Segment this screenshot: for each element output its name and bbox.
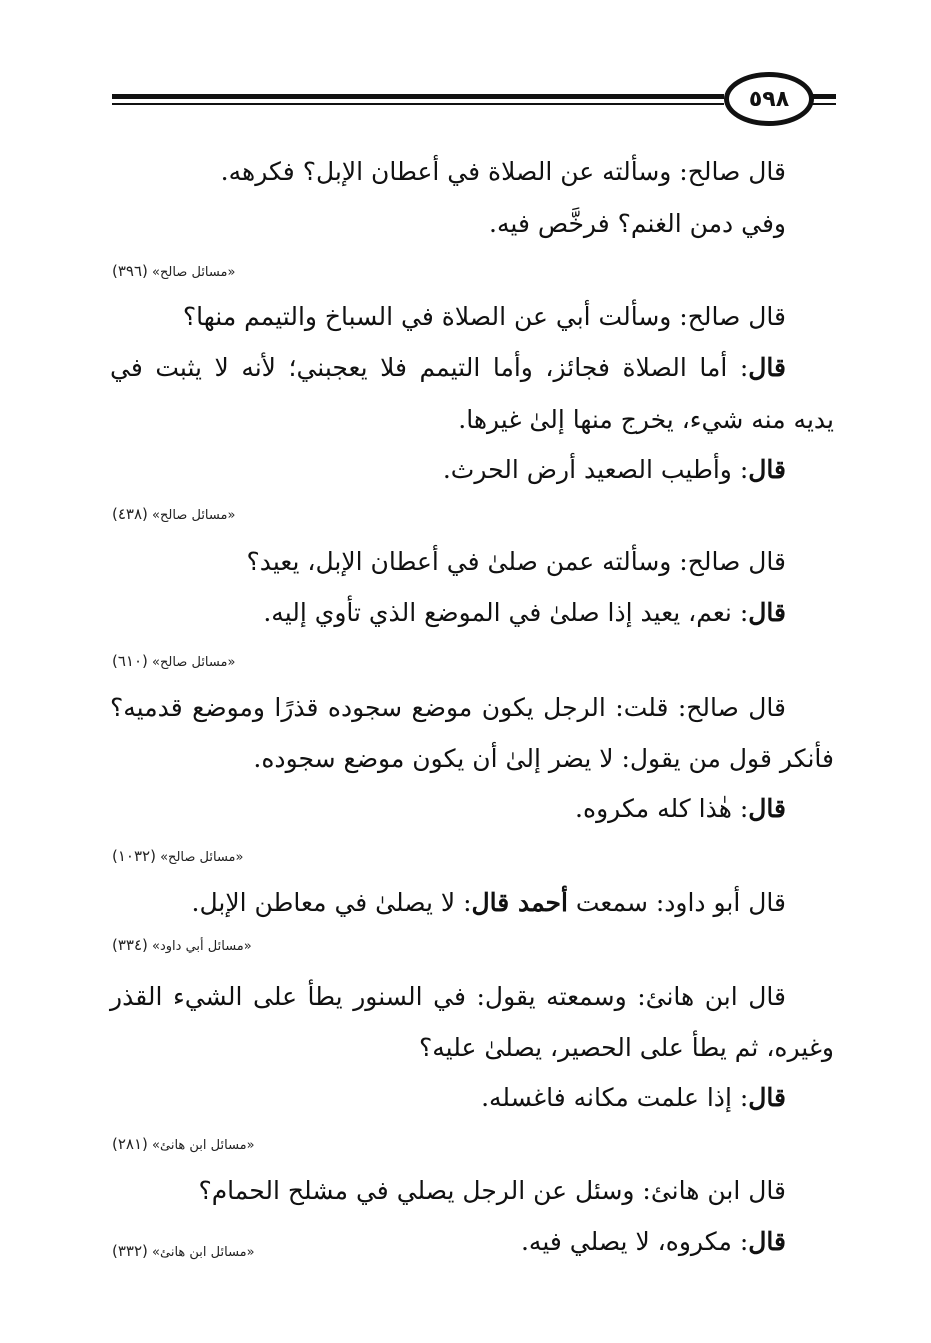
header-rule-thin — [112, 103, 724, 105]
line-text: قال ابن هانئ: وسمعته يقول: في السنور يطأ على الشيء القذر — [110, 982, 786, 1011]
source-reference — [112, 845, 243, 867]
text-line — [110, 152, 834, 192]
source-reference — [112, 260, 235, 282]
source-reference — [112, 650, 235, 672]
text-line — [110, 1171, 834, 1211]
text-line — [110, 739, 834, 779]
ref-number: (٢٨١) — [112, 1135, 148, 1153]
ref-number: (٤٣٨) — [112, 505, 148, 523]
ref-source: «مسائل صالح» — [152, 655, 236, 670]
bold-phrase: أحمد قال — [471, 888, 568, 917]
line-text: وغيره، ثم يطأ على الحصير، يصلىٰ عليه؟ — [419, 1033, 834, 1062]
ref-source: «مسائل ابن هانئ» — [152, 1138, 255, 1153]
text-line — [110, 348, 834, 388]
ref-number: (٣٣٤) — [112, 936, 148, 954]
text-line — [110, 1028, 834, 1068]
ref-number: (٣٣٢) — [112, 1242, 148, 1260]
source-reference — [112, 503, 235, 525]
line-text: : إذا علمت مكانه فاغسله. — [481, 1083, 749, 1112]
qala-keyword: قال — [748, 794, 786, 823]
line-text: فأنكر قول من يقول: لا يضر إلىٰ أن يكون موضع سجوده. — [253, 744, 834, 773]
line-text: : أما الصلاة فجائز، وأما التيمم فلا يعجبني؛ لأنه لا يثبت في — [110, 353, 749, 382]
line-text: : لا يصلىٰ في معاطن الإبل. — [191, 888, 472, 917]
ref-source: «مسائل ابن هانئ» — [152, 1245, 255, 1260]
text-line — [110, 400, 834, 440]
text-line — [110, 593, 834, 633]
qala-keyword: قال — [748, 1083, 786, 1112]
text-line — [110, 977, 834, 1017]
line-text: قال صالح: قلت: الرجل يكون موضع سجوده قذرًا وموضع قدميه؟ — [110, 693, 786, 722]
text-line — [110, 542, 834, 582]
line-text: يديه منه شيء، يخرج منها إلىٰ غيرها. — [458, 405, 834, 434]
ref-source: «مسائل صالح» — [152, 265, 236, 280]
line-text: قال أبو داود: سمعت — [567, 888, 786, 917]
text-line — [110, 450, 834, 490]
text-line — [110, 789, 834, 829]
header-rule-right-thick — [812, 94, 836, 99]
ref-number: (١٠٣٢) — [112, 847, 156, 865]
text-line — [110, 204, 834, 244]
qala-keyword: قال — [748, 353, 786, 382]
line-text: : مكروه، لا يصلي فيه. — [520, 1227, 749, 1256]
page-number-badge — [724, 72, 814, 126]
ref-source: «مسائل صالح» — [160, 850, 244, 865]
line-text: قال صالح: وسألته عن الصلاة في أعطان الإبل؟ فكرهه. — [220, 157, 786, 186]
line-text: : هٰذا كله مكروه. — [575, 794, 749, 823]
source-reference — [112, 1238, 255, 1264]
text-line — [110, 297, 834, 337]
text-line — [110, 1078, 834, 1118]
header-rule-thick — [112, 94, 724, 99]
line-text: قال صالح: وسألت أبي عن الصلاة في السباخ والتيمم منها؟ — [182, 302, 786, 331]
line-text: قال ابن هانئ: وسئل عن الرجل يصلي في مشلح الحمام؟ — [198, 1176, 786, 1205]
qala-keyword: قال — [748, 1227, 786, 1256]
source-reference — [112, 934, 252, 956]
qala-keyword: قال — [748, 598, 786, 627]
page-number: ٥٩٨ — [748, 86, 790, 112]
line-text: قال صالح: وسألته عمن صلىٰ في أعطان الإبل، يعيد؟ — [246, 547, 786, 576]
source-reference — [112, 1133, 255, 1155]
line-text: : نعم، يعيد إذا صلىٰ في الموضع الذي تأوي إليه. — [263, 598, 749, 627]
text-line — [110, 883, 834, 923]
line-text: وفي دمن الغنم؟ فرخَّص فيه. — [489, 209, 786, 238]
ref-number: (٣٩٦) — [112, 262, 148, 280]
line-text: : وأطيب الصعيد أرض الحرث. — [442, 455, 749, 484]
qala-keyword: قال — [748, 455, 786, 484]
ref-source: «مسائل أبي داود» — [152, 939, 252, 954]
header-rule-right-thin — [812, 103, 836, 105]
ref-source: «مسائل صالح» — [152, 508, 236, 523]
ref-number: (٦١٠) — [112, 652, 148, 670]
text-line — [110, 688, 834, 728]
